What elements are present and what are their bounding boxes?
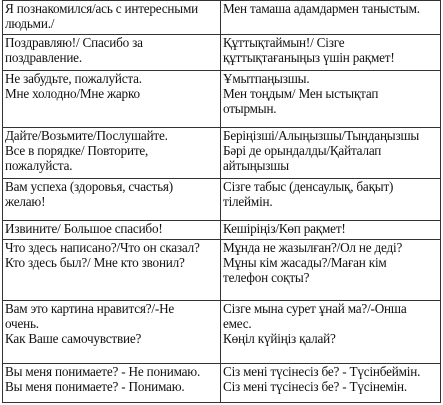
russian-phrase-line: Извините/ Большое спасибо! (5, 221, 163, 237)
russian-phrase-line: Вы меня понимаете? - Понимаю. (5, 379, 185, 395)
kazakh-cell (221, 240, 441, 301)
kazakh-cell (221, 70, 441, 128)
russian-phrase-line: Не забудьте, пожалуйста. (5, 70, 142, 86)
kazakh-phrase-line: Құттықтаймын!/ Сізге (223, 35, 345, 51)
russian-phrase-line: Кто здесь был?/ Мне кто звонил? (5, 255, 185, 271)
kazakh-phrase-line: Сіз мені түсінесіз бе? - Түсінбеймін. (223, 364, 421, 380)
russian-cell (3, 128, 221, 179)
table-row (3, 1, 441, 35)
kazakh-phrase-line: Сізге табыс (денсаулық, бақыт) (223, 179, 394, 195)
russian-phrase-line: очень. (5, 316, 39, 332)
kazakh-cell (221, 364, 441, 403)
table-row (3, 35, 441, 70)
phrasebook-rows (3, 1, 441, 403)
russian-cell (3, 179, 221, 221)
kazakh-phrase-line: Мен тамаша адамдармен таныстым. (223, 1, 420, 16)
table-row (3, 179, 441, 221)
kazakh-phrase-line: Сізге мына сурет ұнай ма?/-Онша (223, 301, 407, 317)
russian-phrase-line: Я познакомился/ась с интересными (5, 1, 198, 16)
russian-cell (3, 221, 221, 240)
table-row (3, 128, 441, 179)
russian-phrase-line: Мне холодно/Мне жарко (5, 85, 140, 101)
kazakh-phrase-line: Сіз мені түсінесіз бе? - Түсінемін. (223, 379, 407, 395)
kazakh-cell (221, 221, 441, 240)
kazakh-cell (221, 179, 441, 221)
russian-cell (3, 35, 221, 70)
russian-phrase-line: Поздравляю!/ Спасибо за (5, 35, 143, 51)
table-row (3, 70, 441, 128)
russian-phrase-line: Вам это картина нравится?/-Не (5, 301, 175, 317)
russian-phrase-line: Как Ваше самочувствие? (5, 331, 142, 347)
kazakh-phrase-line: Көңіл күйіңіз қалай? (223, 331, 336, 347)
kazakh-phrase-line: Бәрі де орындалды/Қайталап (223, 143, 382, 159)
table-row (3, 301, 441, 364)
kazakh-phrase-line: Мен тоңдым/ Мен ыстықтап (223, 85, 379, 101)
kazakh-cell (221, 301, 441, 364)
kazakh-phrase-line: Мұны кім жасады?/Маған кім (223, 255, 387, 271)
russian-phrase-line: Что здесь написано?/Что он сказал? (5, 240, 200, 256)
russian-phrase-line: Вам успеха (здоровья, счастья) (5, 179, 173, 195)
kazakh-phrase-line: айтыңызшы (223, 158, 289, 174)
table-row (3, 240, 441, 301)
russian-phrase-line: желаю! (5, 194, 46, 210)
russian-cell (3, 240, 221, 301)
table-row (3, 364, 441, 403)
russian-cell (3, 1, 221, 35)
kazakh-phrase-line: Мұнда не жазылған?/Ол не деді? (223, 240, 403, 256)
kazakh-phrase-line: құттықтағаныңыз үшін рақмет! (223, 50, 395, 66)
russian-phrase-line: поздравление. (5, 50, 82, 66)
kazakh-cell (221, 128, 441, 179)
kazakh-phrase-line: тілеймін. (223, 194, 273, 210)
kazakh-phrase-line: Кешіріңіз/Көп рақмет! (223, 221, 346, 237)
phrasebook-table (2, 0, 441, 403)
russian-phrase-line: Все в порядке/ Повторите, (5, 143, 149, 159)
russian-phrase-line: людьми./ (5, 16, 55, 31)
kazakh-cell (221, 35, 441, 70)
russian-cell (3, 364, 221, 403)
russian-phrase-line: пожалуйста. (5, 158, 73, 174)
russian-cell (3, 70, 221, 128)
russian-cell (3, 301, 221, 364)
kazakh-phrase-line: емес. (223, 316, 252, 332)
kazakh-phrase-line: Беріңізші/Алыңызшы/Тыңдаңызшы (223, 128, 420, 144)
kazakh-phrase-line: Ұмытпаңызшы. (223, 70, 310, 86)
table-row (3, 221, 441, 240)
kazakh-phrase-line: отырмын. (223, 100, 277, 116)
kazakh-cell (221, 1, 441, 35)
kazakh-phrase-line: телефон соқты? (223, 270, 310, 286)
russian-phrase-line: Вы меня понимаете? - Не понимаю. (5, 364, 201, 380)
russian-phrase-line: Дайте/Возьмите/Послушайте. (5, 128, 168, 144)
